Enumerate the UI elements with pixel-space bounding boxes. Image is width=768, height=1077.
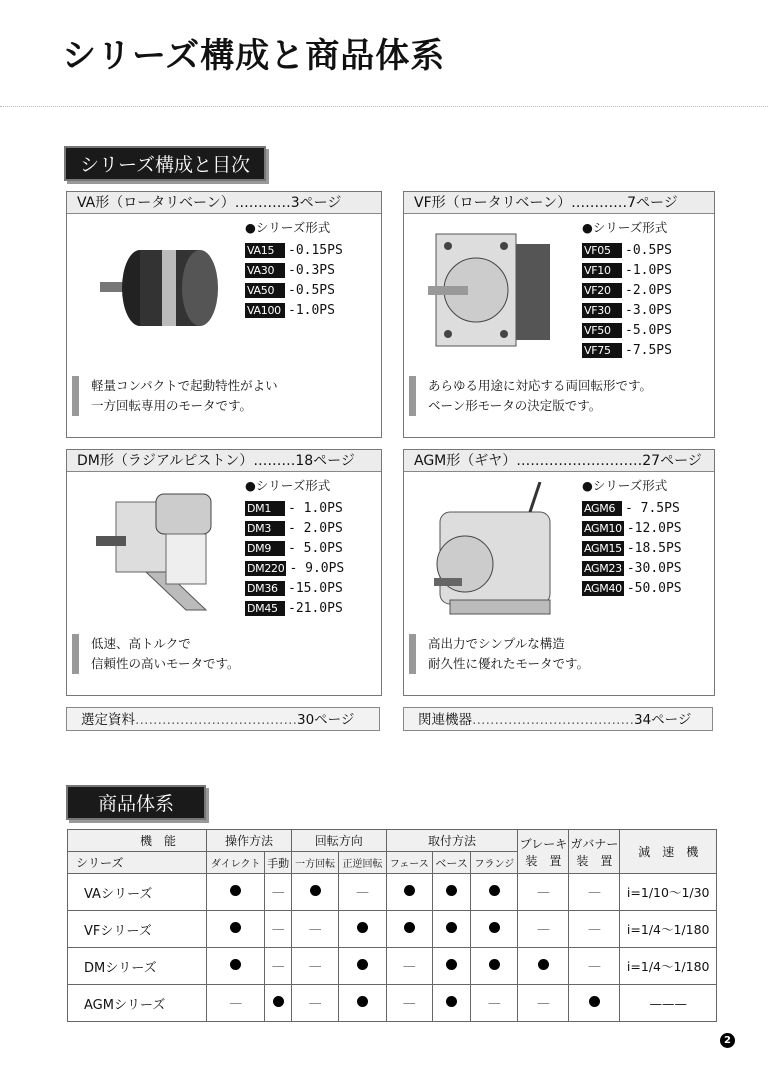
available-mark — [230, 922, 241, 933]
panel-heading-dots: ………… — [571, 195, 628, 211]
model-row — [245, 598, 344, 618]
table-cell — [339, 948, 386, 985]
table-row — [68, 985, 717, 1022]
panel-heading[interactable] — [404, 450, 714, 472]
panel-heading-name: VF形（ロータリベーン） — [414, 195, 572, 211]
group-governor: ガバナー装 置 — [569, 830, 620, 874]
model-power: -0.15PS — [288, 242, 343, 258]
sub-direct: ダイレクト — [207, 852, 265, 874]
model-power: - 1.0PS — [288, 500, 343, 516]
model-code: AGM10 — [584, 521, 622, 535]
table-row — [68, 911, 717, 948]
available-mark — [489, 959, 500, 970]
table-cell: — — [569, 874, 620, 911]
corner-bottom: シリーズ — [68, 852, 207, 874]
model-list — [245, 498, 344, 618]
model-power: - 2.0PS — [288, 520, 343, 536]
agm-motor-image — [420, 482, 560, 622]
table-cell: — — [386, 948, 432, 985]
series-name: AGMシリーズ — [68, 985, 207, 1022]
model-code: DM1 — [245, 501, 285, 516]
available-mark — [446, 885, 457, 896]
description-line: 信頼性の高いモータです。 — [91, 656, 240, 671]
group-rotation: 回転方向 — [291, 830, 386, 852]
sub-flange: フランジ — [471, 852, 518, 874]
table-cell: — — [291, 948, 338, 985]
series-format-label: ●シリーズ形式 — [245, 220, 331, 235]
description-line: 耐久性に優れたモータです。 — [428, 656, 590, 671]
table-cell: — — [265, 874, 292, 911]
panel-heading-page: 27ページ — [642, 453, 702, 469]
model-code: DM45 — [245, 601, 285, 616]
series-description — [72, 634, 240, 674]
page-title: シリーズ構成と商品体系 — [62, 36, 446, 76]
description-line: 一方回転専用のモータです。 — [91, 398, 253, 413]
model-code: VF75 — [582, 343, 622, 358]
section-title-series: シリーズ構成と目次 — [64, 146, 266, 181]
table-cell: — — [471, 985, 518, 1022]
available-mark — [357, 959, 368, 970]
model-code: VA15 — [245, 243, 285, 258]
ref-page: 30ページ — [297, 712, 355, 728]
model-row — [245, 558, 344, 578]
model-power: -0.3PS — [288, 262, 335, 278]
table-cell — [207, 948, 265, 985]
model-row — [245, 518, 344, 538]
table-cell — [265, 985, 292, 1022]
panel-heading-dots: ………… — [234, 195, 291, 211]
model-code: DM220 — [247, 561, 285, 575]
description-line: 高出力でシンプルな構造 — [428, 636, 565, 651]
series-description — [409, 376, 652, 416]
va-motor-image — [100, 238, 220, 338]
panel-heading-dots: ……………………… — [516, 453, 643, 469]
model-power: -30.0PS — [626, 560, 682, 576]
product-system-table — [67, 829, 717, 1022]
model-row — [245, 240, 343, 260]
model-code: VA100 — [245, 303, 285, 318]
available-mark — [446, 996, 457, 1007]
panel-heading-name: AGM形（ギヤ） — [414, 453, 517, 469]
description-line: ベーン形モータの決定版です。 — [428, 398, 602, 413]
model-list — [245, 240, 343, 320]
model-code: AGM40 — [584, 581, 622, 595]
vf-motor-image — [428, 224, 558, 354]
model-row — [245, 300, 343, 320]
group-brake: ブレーキ装 置 — [518, 830, 569, 874]
series-description — [72, 376, 278, 416]
available-mark — [273, 996, 284, 1007]
model-power: -1.0PS — [288, 302, 335, 318]
sub-face: フェース — [386, 852, 432, 874]
model-row — [582, 300, 672, 320]
table-cell: — — [569, 948, 620, 985]
model-row — [582, 280, 672, 300]
series-name: VAシリーズ — [68, 874, 207, 911]
panel-heading-name: VA形（ロータリベーン） — [77, 195, 235, 211]
model-code: DM3 — [245, 521, 285, 536]
panel-heading-name: DM形（ラジアルピストン） — [77, 453, 254, 469]
model-list — [582, 498, 682, 598]
table-cell: — — [291, 985, 338, 1022]
panel-heading[interactable] — [67, 192, 381, 214]
page-number: 2 — [720, 1033, 735, 1048]
table-cell — [471, 948, 518, 985]
table-cell: — — [386, 985, 432, 1022]
model-power: - 7.5PS — [625, 500, 680, 516]
available-mark — [489, 922, 500, 933]
available-mark — [446, 959, 457, 970]
ref-selection-data[interactable] — [66, 707, 380, 731]
table-cell — [471, 874, 518, 911]
section-title-products: 商品体系 — [66, 785, 206, 820]
available-mark — [230, 959, 241, 970]
model-power: -1.0PS — [625, 262, 672, 278]
model-code: DM36 — [245, 581, 285, 596]
table-row — [68, 948, 717, 985]
panel-heading-dots: ……… — [253, 453, 296, 469]
table-cell — [339, 985, 386, 1022]
table-cell — [207, 874, 265, 911]
panel-heading[interactable] — [67, 450, 381, 472]
series-format-label: ●シリーズ形式 — [582, 220, 668, 235]
model-list — [582, 240, 672, 360]
model-code: VA50 — [245, 283, 285, 298]
model-power: -18.5PS — [626, 540, 682, 556]
table-cell — [386, 874, 432, 911]
ref-page: 34ページ — [634, 712, 692, 728]
table-cell: — — [518, 985, 569, 1022]
model-power: -21.0PS — [288, 600, 343, 616]
model-code: AGM15 — [584, 541, 622, 555]
table-cell: — — [518, 874, 569, 911]
model-row — [582, 558, 682, 578]
description-line: 軽量コンパクトで起動特性がよい — [91, 378, 278, 393]
model-power: -7.5PS — [625, 342, 672, 358]
series-description — [409, 634, 589, 674]
panel-heading-page: 3ページ — [290, 195, 342, 211]
table-cell — [386, 911, 432, 948]
table-cell — [432, 985, 471, 1022]
table-cell — [291, 874, 338, 911]
available-mark — [230, 885, 241, 896]
table-cell: — — [339, 874, 386, 911]
model-row — [245, 280, 343, 300]
group-operation: 操作方法 — [207, 830, 292, 852]
table-cell: — — [207, 985, 265, 1022]
ref-label: 選定資料 — [81, 712, 135, 728]
model-row — [582, 518, 682, 538]
dm-motor-image — [96, 484, 226, 614]
table-cell — [569, 985, 620, 1022]
table-cell — [339, 911, 386, 948]
model-code: VF05 — [582, 243, 622, 258]
ref-related-equipment[interactable] — [403, 707, 713, 731]
table-cell — [518, 948, 569, 985]
model-code: AGM23 — [584, 561, 622, 575]
model-power: -50.0PS — [626, 580, 682, 596]
model-power: -15.0PS — [288, 580, 343, 596]
model-power: -0.5PS — [288, 282, 335, 298]
available-mark — [357, 996, 368, 1007]
model-row — [245, 498, 344, 518]
model-code: VF30 — [582, 303, 622, 318]
table-cell: — — [518, 911, 569, 948]
table-cell: — — [265, 948, 292, 985]
sub-reversible: 正逆回転 — [339, 852, 386, 874]
model-code: AGM6 — [582, 501, 622, 516]
model-row — [582, 578, 682, 598]
reducer-ratio: ——— — [620, 985, 717, 1022]
model-code: VF10 — [582, 263, 622, 278]
table-cell: — — [291, 911, 338, 948]
model-row — [245, 260, 343, 280]
panel-heading-page: 7ページ — [627, 195, 678, 211]
series-name: VFシリーズ — [68, 911, 207, 948]
model-power: - 9.0PS — [289, 560, 345, 576]
table-cell — [432, 911, 471, 948]
available-mark — [446, 922, 457, 933]
model-row — [582, 538, 682, 558]
title-divider — [0, 106, 768, 107]
available-mark — [589, 996, 600, 1007]
model-power: - 5.0PS — [288, 540, 343, 556]
series-name: DMシリーズ — [68, 948, 207, 985]
panel-heading[interactable] — [404, 192, 714, 214]
table-cell — [207, 911, 265, 948]
available-mark — [489, 885, 500, 896]
description-line: 低速、高トルクで — [91, 636, 191, 651]
available-mark — [404, 885, 415, 896]
model-row — [582, 320, 672, 340]
model-code: DM9 — [245, 541, 285, 556]
model-power: -0.5PS — [625, 242, 672, 258]
available-mark — [357, 922, 368, 933]
series-format-label: ●シリーズ形式 — [245, 478, 331, 493]
ref-dots: ……………………………… — [135, 712, 297, 728]
panel-heading-page: 18ページ — [295, 453, 355, 469]
model-row — [582, 498, 682, 518]
model-code: VF20 — [582, 283, 622, 298]
model-power: -3.0PS — [625, 302, 672, 318]
model-power: -12.0PS — [626, 520, 682, 536]
series-format-label: ●シリーズ形式 — [582, 478, 668, 493]
sub-base: ベース — [432, 852, 471, 874]
model-row — [582, 340, 672, 360]
reducer-ratio: i=1/4〜1/180 — [620, 948, 717, 985]
group-mounting: 取付方法 — [386, 830, 518, 852]
available-mark — [404, 922, 415, 933]
model-row — [245, 578, 344, 598]
table-cell — [432, 874, 471, 911]
model-power: -5.0PS — [625, 322, 672, 338]
model-row — [582, 240, 672, 260]
table-cell — [432, 948, 471, 985]
description-line: あらゆる用途に対応する両回転形です。 — [428, 378, 653, 393]
model-power: -2.0PS — [625, 282, 672, 298]
table-row — [68, 874, 717, 911]
model-row — [245, 538, 344, 558]
reducer-ratio: i=1/10〜1/30 — [620, 874, 717, 911]
corner-top: 機 能 — [68, 830, 207, 852]
sub-one-way: 一方回転 — [291, 852, 338, 874]
available-mark — [310, 885, 321, 896]
sub-manual: 手動 — [265, 852, 292, 874]
ref-dots: ……………………………… — [472, 712, 634, 728]
model-code: VF50 — [582, 323, 622, 338]
table-cell: — — [569, 911, 620, 948]
available-mark — [538, 959, 549, 970]
table-cell: — — [265, 911, 292, 948]
ref-label: 関連機器 — [418, 712, 472, 728]
table-cell — [471, 911, 518, 948]
model-code: VA30 — [245, 263, 285, 278]
group-reducer: 減 速 機 — [620, 830, 717, 874]
reducer-ratio: i=1/4〜1/180 — [620, 911, 717, 948]
model-row — [582, 260, 672, 280]
